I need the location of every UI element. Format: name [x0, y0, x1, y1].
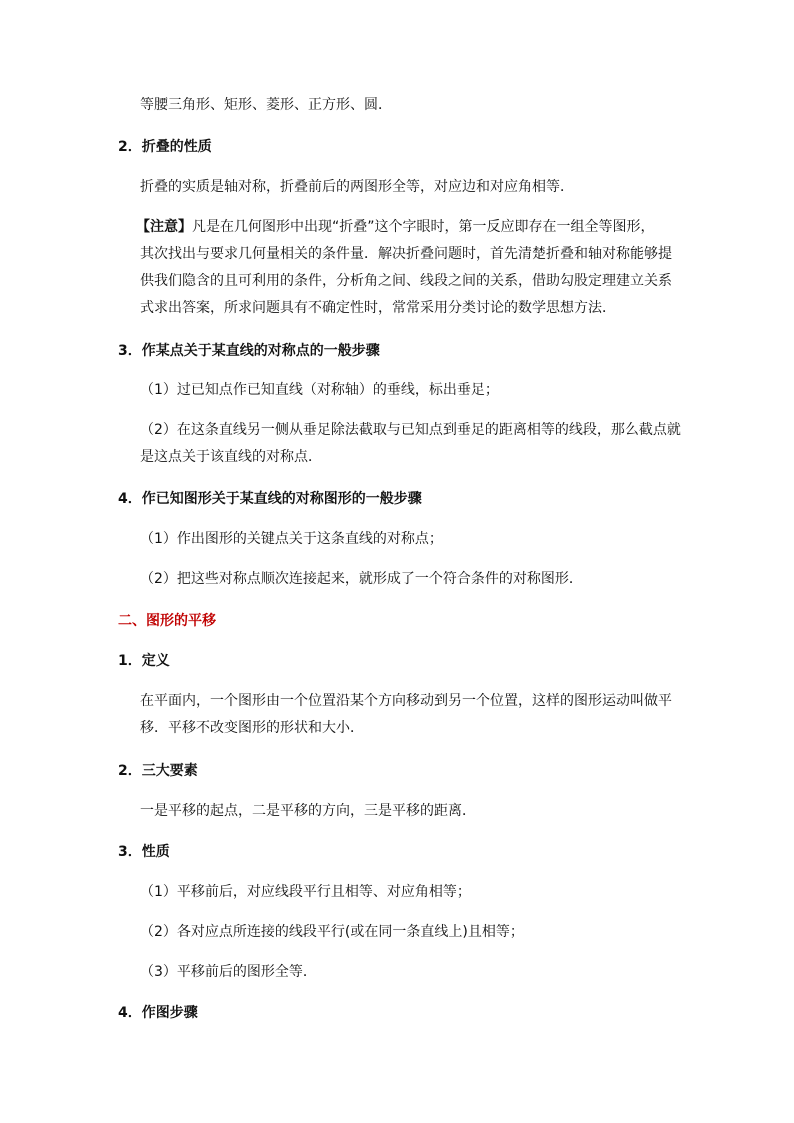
paragraph-line: 等腰三角形、矩形、菱形、正方形、圆． — [140, 97, 392, 113]
section-heading: 2．折叠的性质 — [118, 139, 212, 155]
step-item: （1）作出图形的关键点关于这条直线的对称点； — [140, 531, 443, 547]
paragraph-line: 一是平移的起点，二是平移的方向，三是平移的距离． — [140, 803, 476, 819]
section-heading: 3．性质 — [118, 844, 170, 860]
section-heading: 3．作某点关于某直线的对称点的一般步骤 — [118, 343, 380, 359]
paragraph-line: 移．平移不改变图形的形状和大小． — [140, 720, 364, 736]
paragraph-line: 其次找出与要求几何量相关的条件量．解决折叠问题时，首先清楚折叠和轴对称能够提 — [140, 246, 672, 262]
paragraph-line: 是这点关于该直线的对称点． — [140, 449, 322, 465]
section-heading: 4．作图步骤 — [118, 1005, 198, 1021]
step-item: （3）平移前后的图形全等． — [140, 964, 317, 980]
paragraph-line: 供我们隐含的且可利用的条件，分析角之间、线段之间的关系，借助勾股定理建立关系 — [140, 273, 672, 289]
paragraph-line: 在平面内，一个图形由一个位置沿某个方向移动到另一个位置，这样的图形运动叫做平 — [140, 693, 672, 709]
section-heading: 4．作已知图形关于某直线的对称图形的一般步骤 — [118, 491, 422, 507]
step-item: （1）过已知点作已知直线（对称轴）的垂线，标出垂足； — [140, 382, 499, 398]
paragraph-line: 式求出答案，所求问题具有不确定性时，常常采用分类讨论的数学思想方法． — [140, 300, 616, 316]
section-heading: 1．定义 — [118, 653, 170, 669]
section-heading: 2．三大要素 — [118, 763, 198, 779]
paragraph-line: 折叠的实质是轴对称，折叠前后的两图形全等，对应边和对应角相等． — [140, 179, 574, 195]
chapter-heading: 二、图形的平移 — [118, 613, 216, 629]
step-item: （2）在这条直线另一侧从垂足除法截取与已知点到垂足的距离相等的线段，那么截点就 — [140, 422, 681, 438]
step-item: （1）平移前后，对应线段平行且相等、对应角相等； — [140, 884, 471, 900]
note-label: 【注意】 — [136, 219, 192, 235]
note-paragraph-line — [136, 218, 655, 236]
step-item: （2）各对应点所连接的线段平行(或在同一条直线上)且相等； — [140, 924, 524, 940]
note-text: 凡是在几何图形中出现“折叠”这个字眼时，第一反应即存在一组全等图形， — [192, 219, 655, 235]
step-item: （2）把这些对称点顺次连接起来，就形成了一个符合条件的对称图形． — [140, 571, 583, 587]
